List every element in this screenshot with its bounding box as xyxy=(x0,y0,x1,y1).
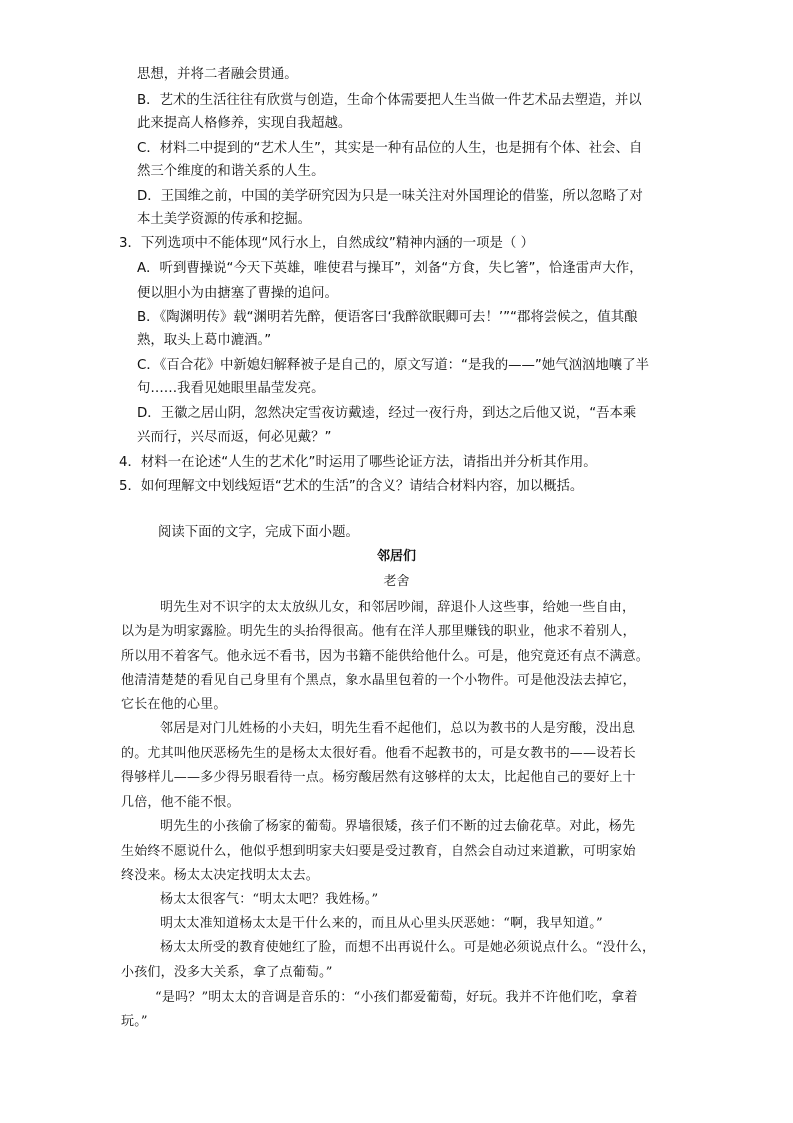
question-3-option-d-line-1: D．王徽之居山阴，忽然决定雪夜访戴逵，经过一夜行舟，到达之后他又说，“吾本乘 xyxy=(137,406,637,421)
question-3-option-c-line-2: 句……我看见她眼里晶莹发亮。 xyxy=(137,381,325,396)
question-5: 5．如何理解文中划线短语“艺术的生活”的含义？请结合材料内容，加以概括。 xyxy=(119,479,584,494)
story-line: 所以用不着客气。他永远不看书，因为书籍不能供给他什么。可是，他究竟还有点不满意。 xyxy=(121,649,650,664)
story-line: 杨太太很客气：“明太太吧？我姓杨。” xyxy=(160,892,379,907)
option-b-line-1: B．艺术的生活往往有欣赏与创造，生命个体需要把人生当做一件艺术品去塑造，并以 xyxy=(137,93,642,108)
question-4: 4．材料一在论述“人生的艺术化”时运用了哪些论证方法，请指出并分析其作用。 xyxy=(119,455,597,470)
story-line: 明先生对不识字的太太放纵儿女，和邻居吵闹，辞退仆人这些事，给她一些自由， xyxy=(160,600,636,615)
story-line: 它长在他的心里。 xyxy=(121,697,227,712)
story-line: 以为是为明家露脸。明先生的头抬得很高。他有在洋人那里赚钱的职业，他求不着别人， xyxy=(121,624,636,639)
option-d-line-1: D．王国维之前，中国的美学研究因为只是一味关注对外国理论的借鉴，所以忽略了对 xyxy=(137,189,643,204)
question-3-option-a-line-2: 便以胆小为由搪塞了曹操的追问。 xyxy=(137,286,338,301)
question-3-option-c-line-1: C．《百合花》中新媳妇解释被子是自己的，原文写道：“是我的——”她气汹汹地嚷了半 xyxy=(137,358,649,373)
story-line: 的。尤其叫他厌恶杨先生的是杨太太很好看。他看不起教书的，可是女教书的——设若长 xyxy=(121,746,636,761)
option-d-line-2: 本土美学资源的传承和挖掘。 xyxy=(137,212,312,227)
story-line: 他清清楚楚的看见自己身里有个黑点，象水晶里包着的一个小物件。可是他没法去掉它， xyxy=(121,673,636,688)
story-line: 小孩们，没多大关系，拿了点葡萄。” xyxy=(121,965,333,980)
story-line: 邻居是对门儿姓杨的小夫妇，明先生看不起他们，总以为教书的人是穷酸，没出息 xyxy=(160,721,636,736)
option-c-line-2: 然三个维度的和谐关系的人生。 xyxy=(137,164,325,179)
story-line: 明先生的小孩偷了杨家的葡萄。界墙很矮，孩子们不断的过去偷花草。对此，杨先 xyxy=(160,819,636,834)
question-3-option-b-line-1: B．《陶渊明传》载“渊明若先醉，便语客曰‘我醉欲眠卿可去！’”“郡将尝候之，值其酿 xyxy=(137,310,638,325)
story-line: 杨太太所受的教育使她红了脸，而想不出再说什么。可是她必须说点什么。“没什么， xyxy=(160,940,656,955)
option-a-continuation: 思想，并将二者融会贯通。 xyxy=(137,67,298,82)
question-3-option-d-line-2: 兴而行，兴尽而返，何必见戴？” xyxy=(137,430,332,445)
story-title: 邻居们 xyxy=(376,549,416,564)
story-line: 明太太准知道杨太太是干什么来的，而且从心里头厌恶她：“啊，我早知道。” xyxy=(160,916,603,931)
story-line: 终没来。杨太太决定找明太太去。 xyxy=(121,868,320,883)
story-line: 得够样儿——多少得另眼看待一点。杨穷酸居然有这够样的太太，比起他自己的要好上十 xyxy=(121,770,636,785)
question-3-option-a-line-1: A．听到曹操说“今天下英雄，唯使君与操耳”，刘备“方食，失匕箸”，恰逢雷声大作， xyxy=(137,261,643,276)
option-b-line-2: 此来提高人格修养，实现自我超越。 xyxy=(137,116,352,131)
option-c-line-1: C．材料二中提到的“艺术人生”，其实是一种有品位的人生，也是拥有个体、社会、自 xyxy=(137,141,643,156)
reading-instruction: 阅读下面的文字，完成下面小题。 xyxy=(158,525,359,540)
story-line: 玩。” xyxy=(121,1014,148,1029)
story-line: 生始终不愿说什么，他似乎想到明家夫妇要是受过教育，自然会自动过来道歉，可明家始 xyxy=(121,844,636,859)
story-line: “是吗？”明太太的音调是音乐的：“小孩们都爱葡萄，好玩。我并不许他们吃，拿着 xyxy=(155,990,638,1005)
question-3-option-b-line-2: 熟，取头上葛巾漉酒。” xyxy=(137,333,272,348)
story-line: 几倍，他不能不恨。 xyxy=(121,795,240,810)
question-3-stem: 3．下列选项中不能体现“风行水上，自然成纹”精神内涵的一项是（ ） xyxy=(119,236,534,251)
story-author: 老舍 xyxy=(383,574,410,589)
